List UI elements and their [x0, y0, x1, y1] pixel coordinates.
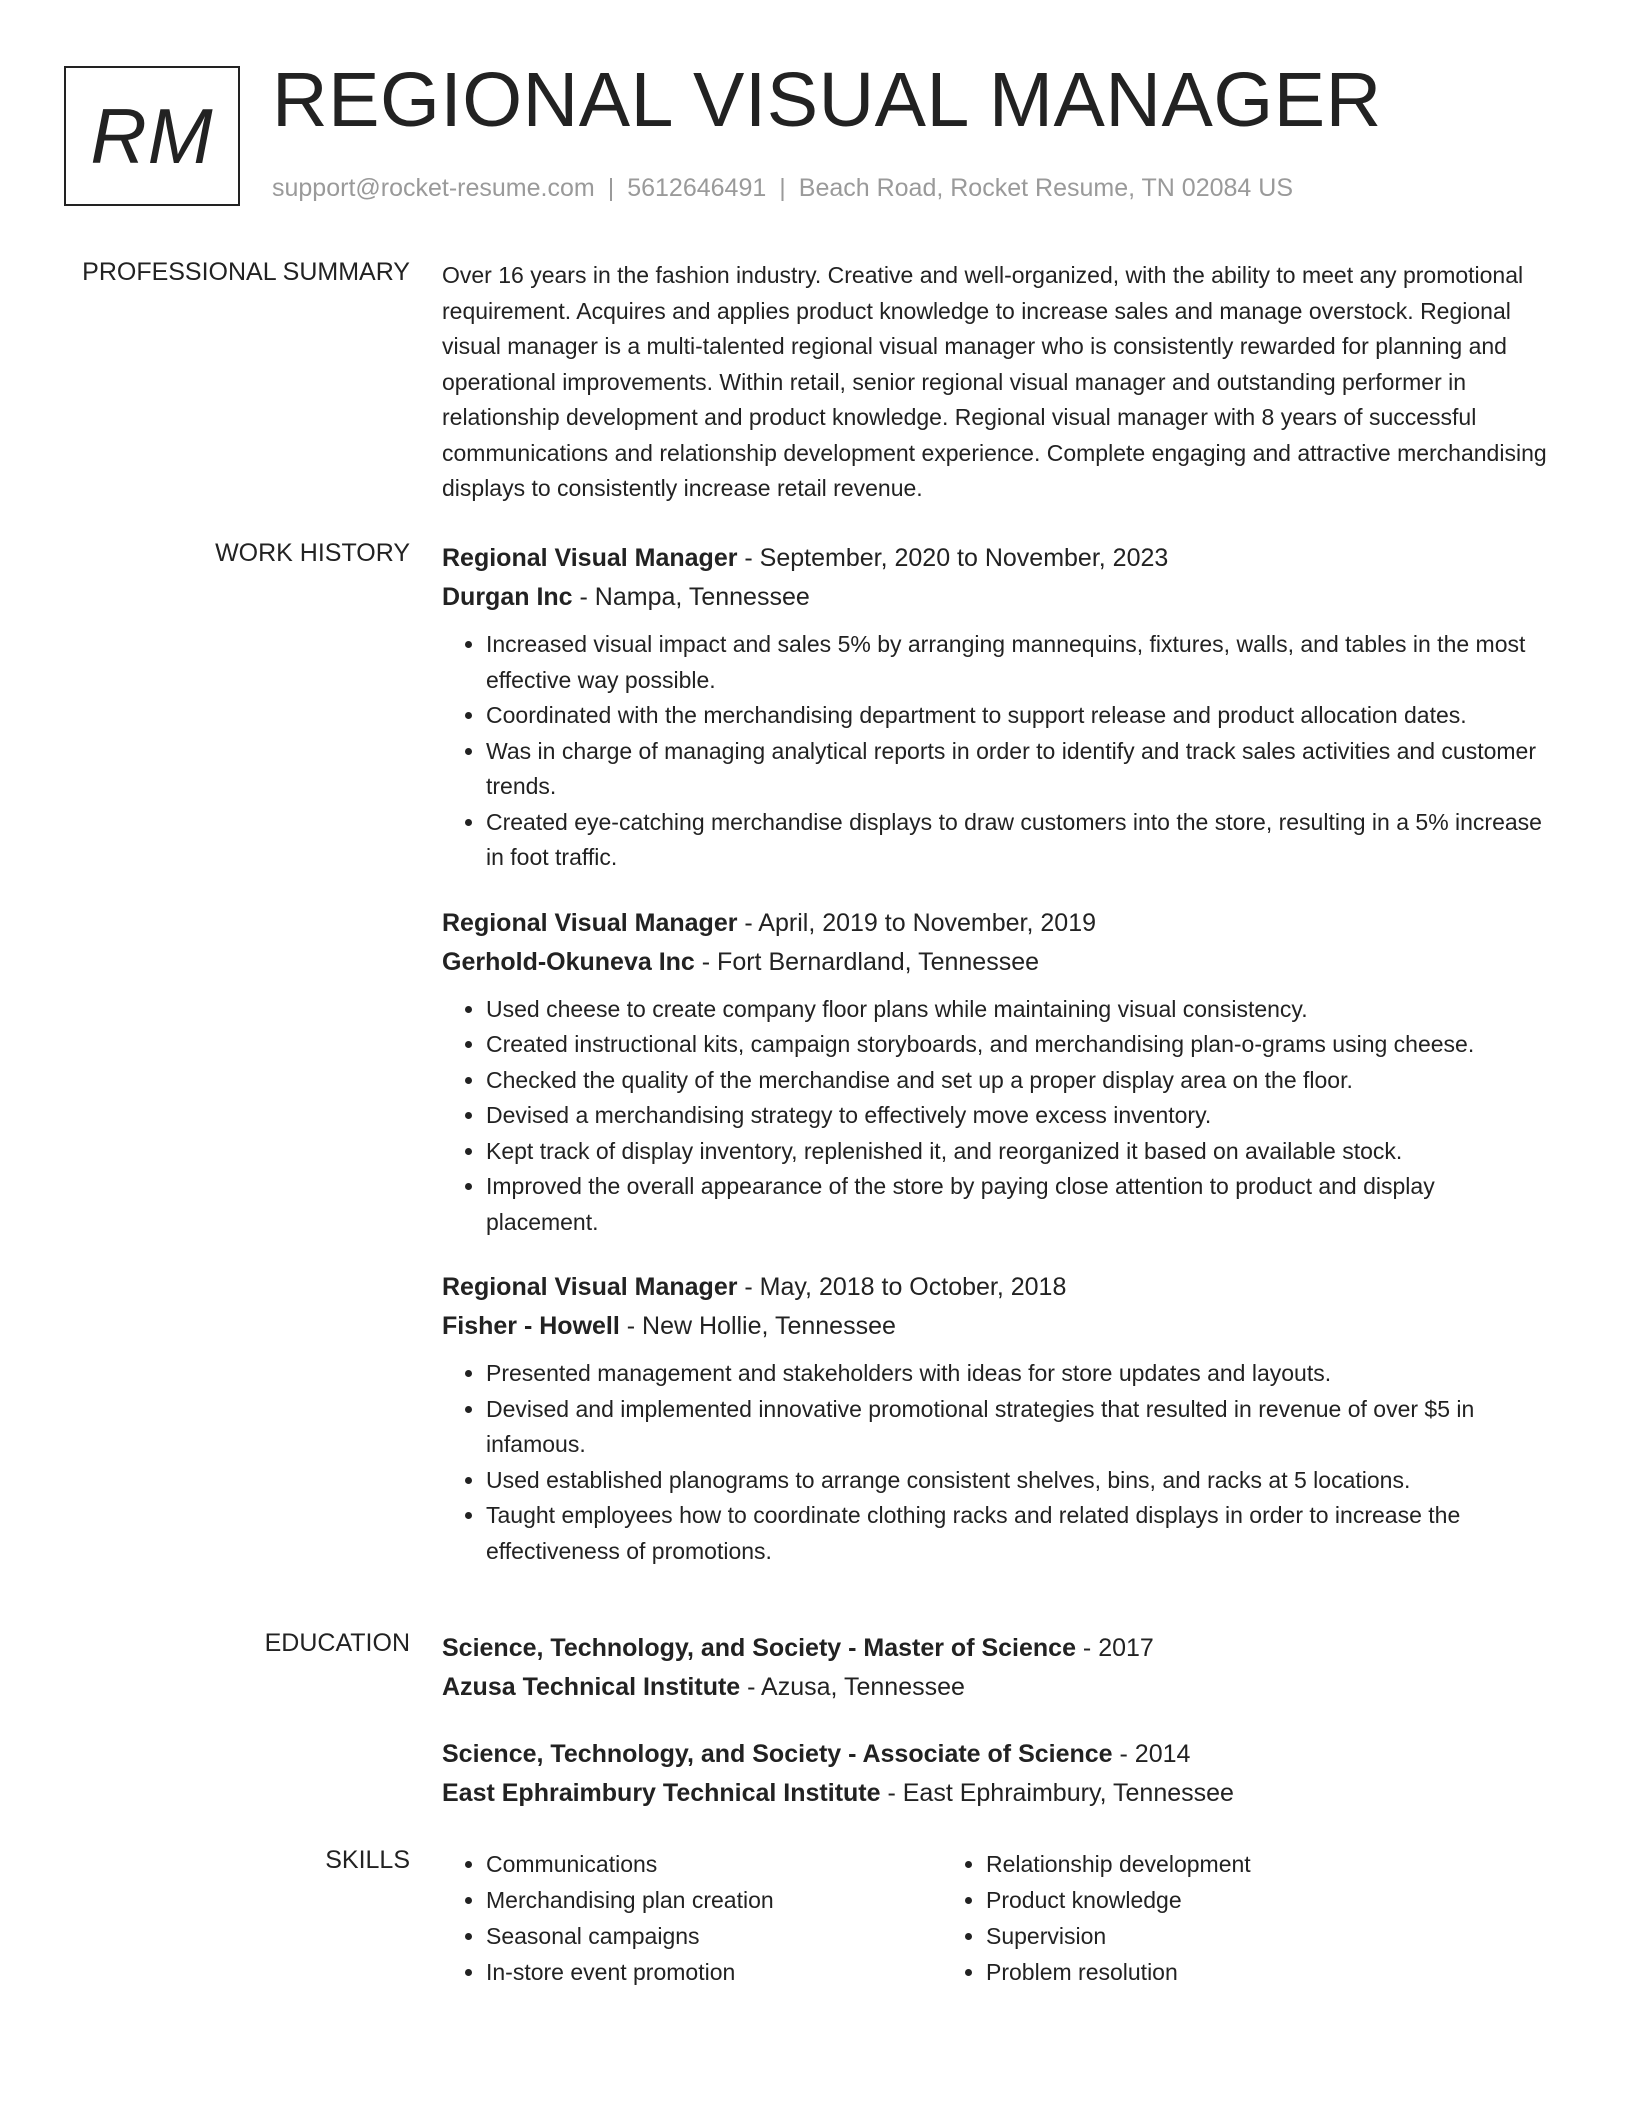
work-history-body [442, 539, 1550, 1597]
skill-item: • Problem resolution [986, 1954, 1546, 1990]
job-bullet: • Presented management and stakeholders with ideas for store updates and layouts. [486, 1356, 1550, 1392]
monogram-logo: RM [64, 66, 240, 206]
job-location: - Nampa, Tennessee [572, 583, 810, 611]
job-bullet: • Was in charge of managing analytical reports in order to identify and track sales activities and customer trends. [486, 734, 1550, 805]
resume-title: REGIONAL VISUAL MANAGER [272, 57, 1382, 143]
education-school-line [442, 1774, 1550, 1813]
skill-item: • Merchandising plan creation [486, 1882, 986, 1918]
education-year: - 2017 [1075, 1634, 1154, 1662]
job-title: Regional Visual Manager [442, 1273, 738, 1301]
job-bullets [442, 627, 1550, 876]
job-bullet: • Devised a merchandising strategy to effectively move excess inventory. [486, 1098, 1550, 1134]
job-bullet: • Used established planograms to arrange consistent shelves, bins, and racks at 5 locations. [486, 1463, 1550, 1499]
job-company: Gerhold-Okuneva Inc [442, 947, 695, 976]
job-bullet: • Coordinated with the merchandising department to support release and product allocation dates. [486, 698, 1550, 734]
skill-item: • Communications [486, 1846, 986, 1882]
job-bullet: • Increased visual impact and sales 5% by arranging mannequins, fixtures, walls, and tables in the most effective way possible. [486, 627, 1550, 698]
job-title-line [442, 1268, 1550, 1307]
skills-columns [442, 1846, 1550, 1990]
summary-body [442, 258, 1550, 507]
job-title-line [442, 904, 1550, 943]
skill-item: • Supervision [986, 1918, 1546, 1954]
contact-separator: | [607, 174, 615, 202]
job-bullet: • Kept track of display inventory, replenished it, and reorganized it based on available stock. [486, 1134, 1550, 1170]
skills-body [442, 1846, 1550, 1990]
education-location: - Azusa, Tennessee [740, 1673, 965, 1701]
job-location: - Fort Bernardland, Tennessee [694, 947, 1040, 976]
job-bullet: • Created eye-catching merchandise displays to draw customers into the store, resulting in a 5% increase in foot traffic. [486, 805, 1550, 876]
job-bullet: • Devised and implemented innovative promotional strategies that resulted in revenue of over $5 in infamous. [486, 1392, 1550, 1463]
education-degree: Science, Technology, and Society - Associate of Science [442, 1740, 1113, 1768]
job-company: Durgan Inc [442, 583, 573, 611]
summary-text: Over 16 years in the fashion industry. Creative and well-organized, with the ability to meet any promotional requirement. Acquires and applies product knowledge to increase sales and manage overstock. Regional visual manager is a multi-talented regional visual manager who is consistently rewarded for planning and operational improvements. Within retail, senior regional visual manager and outstanding performer in relationship development and product knowledge. Regional visual manager with 8 years of successful communications and relationship development experience. Complete engaging and attractive merchandising displays to consistently increase retail revenue. [442, 262, 1547, 501]
section-label-work-history: WORK HISTORY [215, 539, 410, 567]
skill-item: • Product knowledge [986, 1882, 1546, 1918]
skill-item: • Relationship development [986, 1846, 1546, 1882]
job-company-line [442, 943, 1550, 982]
job-bullet: • Taught employees how to coordinate clothing racks and related displays in order to increase the effectiveness of promotions. [486, 1498, 1550, 1569]
job-title: Regional Visual Manager [442, 544, 738, 572]
skill-item: • Seasonal campaigns [486, 1918, 986, 1954]
contact-line [272, 174, 1293, 203]
education-degree-line [442, 1735, 1550, 1774]
contact-email: support@rocket-resume.com [272, 174, 595, 202]
job-bullets [442, 1356, 1550, 1569]
contact-separator: | [779, 174, 786, 202]
education-degree-line [442, 1629, 1550, 1668]
job-bullet: • Improved the overall appearance of the store by paying close attention to product and display placement. [486, 1169, 1550, 1240]
job-bullet: • Checked the quality of the merchandise and set up a proper display area on the floor. [486, 1063, 1550, 1099]
section-label-skills: SKILLS [325, 1846, 410, 1874]
job-bullets [442, 992, 1550, 1241]
job-title-line [442, 539, 1550, 578]
skills-list-left [442, 1846, 986, 1990]
education-year: - 2014 [1112, 1740, 1191, 1768]
contact-address: Beach Road, Rocket Resume, TN 02084 US [798, 174, 1294, 202]
job-bullet: • Created instructional kits, campaign storyboards, and merchandising plan-o-grams using cheese. [486, 1027, 1550, 1063]
skills-list-right [942, 1846, 1546, 1990]
section-label-summary: PROFESSIONAL SUMMARY [82, 258, 410, 286]
education-school: Azusa Technical Institute [442, 1673, 741, 1701]
job-company-line [442, 1307, 1550, 1346]
job-title: Regional Visual Manager [442, 908, 738, 937]
job-entry [442, 1268, 1550, 1569]
job-bullet: • Used cheese to create company floor plans while maintaining visual consistency. [486, 992, 1550, 1028]
job-dates: - April, 2019 to November, 2019 [737, 908, 1097, 937]
contact-phone: 5612646491 [627, 174, 767, 202]
education-body [442, 1629, 1550, 1841]
education-entry [442, 1629, 1550, 1707]
education-school: East Ephraimbury Technical Institute [442, 1779, 881, 1807]
section-label-education: EDUCATION [264, 1629, 410, 1657]
skill-item: • In-store event promotion [486, 1954, 986, 1990]
job-company: Fisher - Howell [442, 1312, 620, 1340]
education-school-line [442, 1668, 1550, 1707]
job-location: - New Hollie, Tennessee [619, 1312, 896, 1340]
job-dates: - May, 2018 to October, 2018 [737, 1273, 1067, 1301]
education-degree: Science, Technology, and Society - Master of Science [442, 1634, 1076, 1662]
job-company-line [442, 578, 1550, 617]
job-dates: - September, 2020 to November, 2023 [737, 544, 1169, 572]
education-entry [442, 1735, 1550, 1813]
job-entry [442, 539, 1550, 876]
education-location: - East Ephraimbury, Tennessee [880, 1779, 1234, 1807]
job-entry [442, 904, 1550, 1241]
